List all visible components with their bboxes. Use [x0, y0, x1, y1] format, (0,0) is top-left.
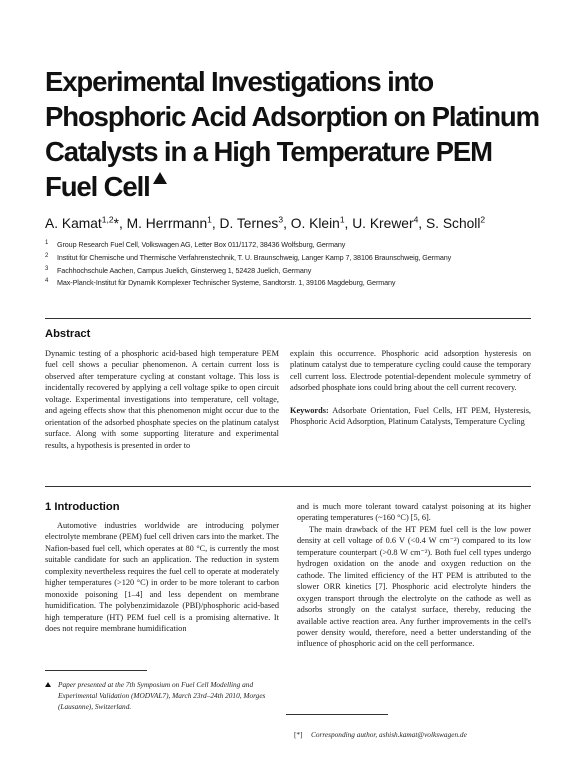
author-affil-ref: 3 [278, 214, 284, 224]
author-affil-ref: 2 [480, 214, 486, 224]
triangle-footnote-icon [45, 682, 51, 687]
abstract-left-column [45, 348, 279, 451]
author-separator: , [418, 215, 426, 231]
introduction-heading: 1 Introduction [45, 501, 120, 513]
author-separator: , [118, 215, 127, 231]
footnote-rule [286, 714, 388, 715]
corresponding-mark: * [113, 215, 119, 231]
author-name: O. Klein [290, 215, 340, 231]
author [426, 216, 485, 231]
footnote-right [294, 729, 541, 740]
footnote-text: Paper presented at the 7th Symposium on Fuel Cell Modelling and Experimental Validation (MODVAL7), March 23rd–24th 2010, Morges (Lausanne), Switzerland. [58, 680, 266, 711]
section-divider [45, 318, 531, 319]
author [45, 216, 127, 231]
author-name: D. Ternes [219, 215, 279, 231]
title-line-text: Fuel Cell [45, 171, 150, 202]
author-list [45, 214, 545, 231]
intro-left-column [45, 520, 279, 635]
keywords-label: Keywords: [290, 405, 329, 415]
author [127, 216, 220, 231]
title-line: Catalysts in a High Temperature PEM [45, 136, 492, 167]
author-name: U. Krewer [352, 215, 414, 231]
author-name: M. Herrmann [126, 215, 208, 231]
affiliation-text: Group Research Fuel Cell, Volkswagen AG, Letter Box 011/1172, 38436 Wolfsburg, Germany [57, 240, 346, 249]
paper-title [45, 64, 539, 204]
author-separator: , [344, 215, 353, 231]
abstract-heading: Abstract [45, 328, 91, 340]
author-separator: , [283, 215, 291, 231]
abstract-text: Dynamic testing of a phosphoric acid-based high temperature PEM fuel cell shows a peculiar phenomenon. A certain current loss is observed after temperature cycling at constant voltage. This loss is incidentally recovered by applying a cell voltage spike to open circuit voltage. Experimental investigations into temperature, cell voltage, and ageing effects show that this phenomenon might occur due to the orientation of the adsorbed phosphate species on the platinum catalyst surface. Along with some supporting literature and experimental results, a hypothesis is presented in order to [45, 349, 279, 450]
author-name: S. Scholl [425, 215, 481, 231]
affiliation [45, 252, 545, 265]
author-affil-ref: 1,2 [101, 214, 114, 224]
author-affil-ref: 4 [413, 214, 419, 224]
footnote-rule [45, 670, 147, 671]
affiliation-number: 2 [45, 252, 49, 259]
footnote-text: Corresponding author, ashish.kamat@volkswagen.de [311, 730, 467, 739]
title-line: Phosphoric Acid Adsorption on Platinum [45, 101, 539, 132]
intro-paragraph: and is much more tolerant toward catalyst poisoning at its higher operating temperatures (~160 °C) [5, 6]. [297, 502, 531, 523]
triangle-footnote-icon [153, 172, 167, 184]
author-separator: , [211, 215, 220, 231]
intro-paragraph: The main drawback of the HT PEM fuel cell is the low power density at cell voltage of 0.6 V (<0.4 W cm⁻²) compared to its low temperature counterpart (>0.8 W cm⁻²). Both fuel cell types undergo hydrogen oxidation on the anode and oxygen reduction on the cathode. The limited efficiency of the HT PEM is attributed to the slower ORR kinetics [7]. Phosphoric acid electrolyte hinders the oxygen transport through the electrolyte on the cathode as well as adsorbs strongly on the catalyst surface, thereby, reducing the available active reaction area. Any further improvements in the cell's power density would, therefore, need a better understanding of the influence of phosphoric acid on the cell performance. [297, 524, 531, 649]
author-affil-ref: 1 [339, 214, 345, 224]
abstract-text: explain this occurrence. Phosphoric acid adsorption hysteresis on platinum catalyst due to temperature cycling could cause the temporary cell current loss. Electrode potential-dependent molecule symmetry of adsorbed phosphate ions could bring about the cell current recovery. [290, 349, 531, 393]
footnote-left [58, 679, 278, 712]
affiliation [45, 239, 545, 252]
author [352, 216, 426, 231]
intro-paragraph: Automotive industries worldwide are introducing polymer electrolyte membrane (PEM) fuel cell driven cars into the market. The Nafion-based fuel cell, which operates at 80 °C, is currently the most suitable candidate for such an application. The reduction in system complexity nevertheless requires the fuel cell to operate at moderately higher temperatures (>120 °C) in order to be more tolerant to carbon monoxide poisoning [1–4] and less dependent on membrane humidification. The polybenzimidazole (PBI)/phosphoric acid-based high temperature (HT) PEM fuel cell is a promising alternative. It does not require membrane humidification [45, 521, 279, 634]
affiliation-text: Institut für Chemische und Thermische Verfahrenstechnik, T. U. Braunschweig, Langer Kamp 7, 38106 Braunschweig, Germany [57, 252, 452, 262]
author-affil-ref: 1 [207, 214, 212, 224]
section-divider [45, 486, 531, 487]
author-name: A. Kamat [45, 215, 102, 231]
affiliation [45, 277, 545, 290]
abstract-right-column [290, 348, 531, 428]
keywords [290, 405, 531, 428]
affiliation-number: 1 [45, 240, 49, 246]
affiliation-text: Fachhochschule Aachen, Campus Juelich, Ginsterweg 1, 52428 Juelich, Germany [57, 265, 312, 275]
affiliation-number: 3 [45, 265, 49, 272]
title-line [45, 169, 535, 204]
intro-right-column [297, 501, 531, 650]
affiliation-text: Max-Planck-Institut für Dynamik Komplexer Technischer Systeme, Sandtorstr. 1, 39106 Magdeburg, Germany [57, 278, 396, 288]
author [291, 216, 352, 231]
title-line: Experimental Investigations into [45, 66, 434, 97]
footnote-mark: [*] [294, 730, 303, 739]
author [220, 216, 291, 231]
affiliation-list [45, 239, 545, 290]
keywords-text: Adsorbate Orientation, Fuel Cells, HT PEM, Hysteresis, Phosphoric Acid Adsorption, Platinum Catalysts, Temperature Cycling [290, 405, 531, 427]
affiliation [45, 265, 545, 278]
affiliation-number: 4 [45, 278, 49, 285]
